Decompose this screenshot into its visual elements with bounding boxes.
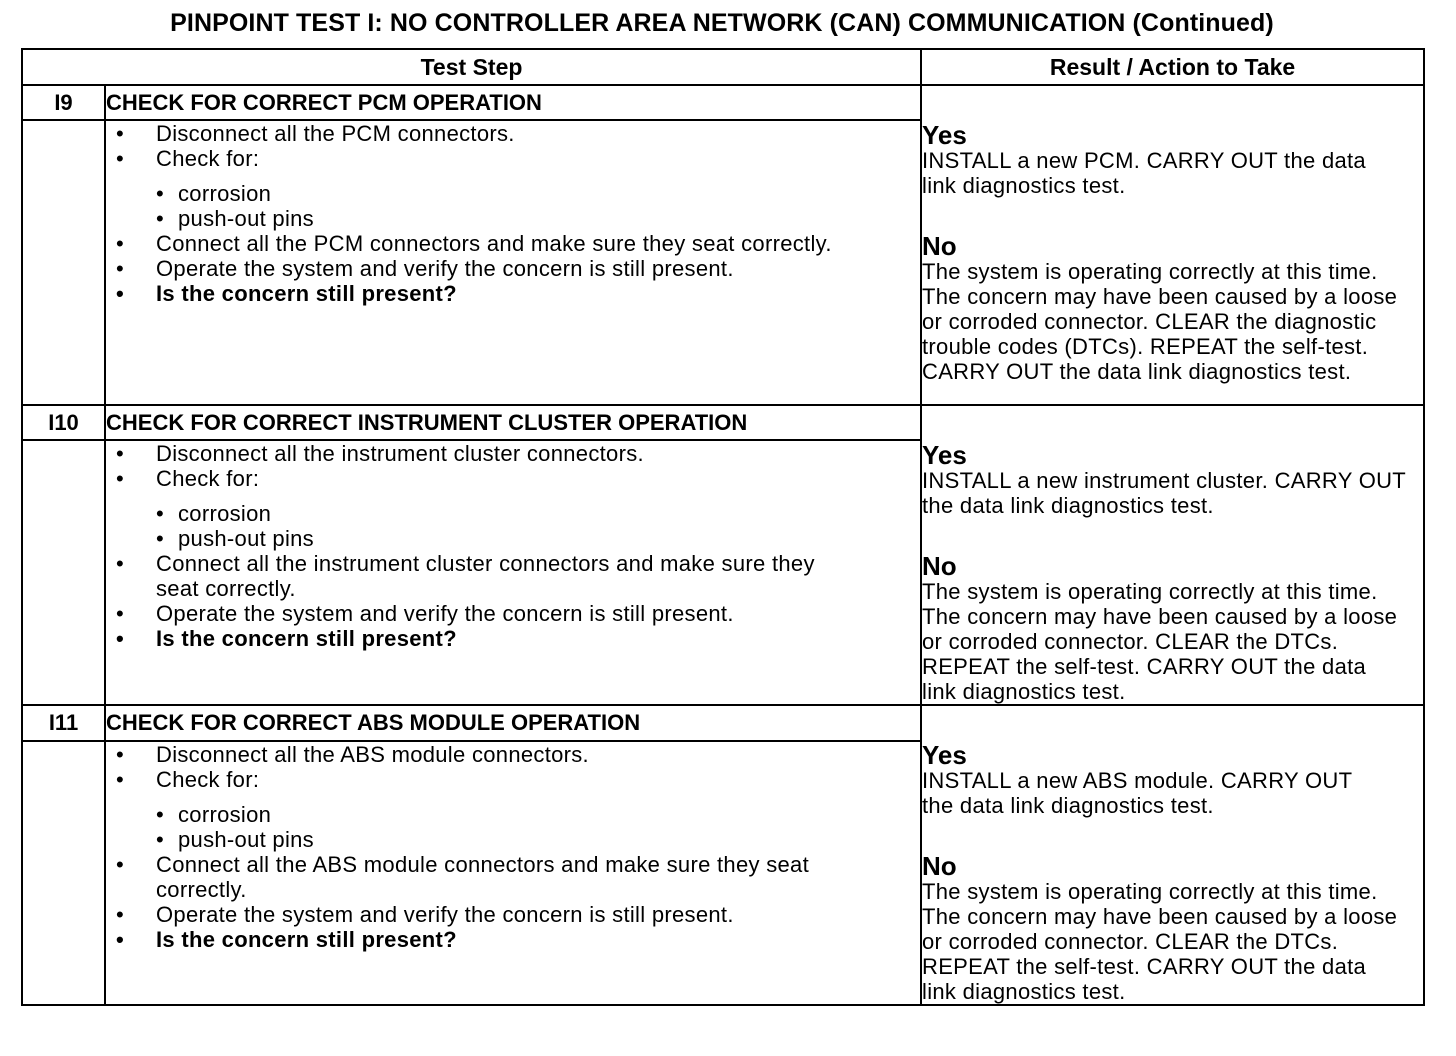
step-instructions xyxy=(105,440,921,705)
list-item: • Check for: • corrosion • push-out pins xyxy=(106,767,920,852)
list-item: • Connect all the instrument cluster connectors and make sure they seat correctly. xyxy=(116,551,815,602)
step-number: I9 xyxy=(22,85,105,120)
sub-list-item: • corrosion xyxy=(156,801,272,827)
no-action-text: The system is operating correctly at this time. The concern may have been caused by a loose or corroded connector. CLEAR the DTCs. REPEAT the self-test. CARRY OUT the data link diagnostics test. xyxy=(922,879,1398,1004)
list-item-question: • Is the concern still present? xyxy=(116,926,457,952)
header-result-action: Result / Action to Take xyxy=(921,49,1424,85)
list-item: • Disconnect all the PCM connectors. xyxy=(116,121,515,146)
list-item: • Operate the system and verify the concern is still present. xyxy=(116,601,734,627)
step-number: I10 xyxy=(22,405,105,440)
result-no xyxy=(922,233,1423,384)
no-label: No xyxy=(922,551,957,581)
result-cell xyxy=(921,705,1424,1005)
step-title: CHECK FOR CORRECT ABS MODULE OPERATION xyxy=(105,705,921,741)
list-item: • Check for: • corrosion • push-out pins xyxy=(106,146,920,231)
yes-action-text: INSTALL a new PCM. CARRY OUT the data link diagnostics test. xyxy=(922,148,1366,198)
no-action-text: The system is operating correctly at this time. The concern may have been caused by a loose or corroded connector. CLEAR the DTCs. REPEAT the self-test. CARRY OUT the data link diagnostics test. xyxy=(922,579,1398,704)
list-item: • Check for: • corrosion • push-out pins xyxy=(106,466,920,551)
pinpoint-test-table xyxy=(21,48,1425,1006)
list-item-question: • Is the concern still present? xyxy=(116,626,457,652)
result-yes xyxy=(922,442,1423,518)
yes-action-text: INSTALL a new instrument cluster. CARRY OUT the data link diagnostics test. xyxy=(922,468,1406,518)
list-item-question: • Is the concern still present? xyxy=(116,281,457,306)
step-title-row xyxy=(22,705,1424,741)
step-title: CHECK FOR CORRECT PCM OPERATION xyxy=(105,85,921,120)
yes-label: Yes xyxy=(922,440,967,470)
result-cell xyxy=(921,85,1424,405)
list-item: • Connect all the PCM connectors and make sure they seat correctly. xyxy=(116,231,832,256)
no-label: No xyxy=(922,231,957,261)
list-item: • Operate the system and verify the concern is still present. xyxy=(116,256,734,281)
list-item: • Connect all the ABS module connectors and make sure they seat correctly. xyxy=(116,851,810,902)
sub-list-item: • corrosion xyxy=(156,501,272,527)
header-test-step: Test Step xyxy=(22,49,921,85)
step-title-row xyxy=(22,405,1424,440)
yes-label: Yes xyxy=(922,120,967,150)
result-yes xyxy=(922,122,1423,198)
sub-list-item: • push-out pins xyxy=(156,526,314,552)
step-instructions xyxy=(105,741,921,1005)
no-label: No xyxy=(922,851,957,881)
sub-list-item: • push-out pins xyxy=(156,826,314,852)
step-title: CHECK FOR CORRECT INSTRUMENT CLUSTER OPERATION xyxy=(105,405,921,440)
list-item: • Disconnect all the ABS module connectors. xyxy=(116,741,589,767)
result-no xyxy=(922,553,1423,704)
page-title: PINPOINT TEST I: NO CONTROLLER AREA NETWORK (CAN) COMMUNICATION (Continued) xyxy=(170,9,1274,37)
list-item: • Disconnect all the instrument cluster connectors. xyxy=(116,441,644,467)
result-cell xyxy=(921,405,1424,705)
yes-label: Yes xyxy=(922,740,967,770)
table-header-row xyxy=(22,49,1424,85)
step-instructions xyxy=(105,120,921,405)
step-number: I11 xyxy=(22,705,105,741)
list-item: • Operate the system and verify the concern is still present. xyxy=(116,901,734,927)
step-title-row xyxy=(22,85,1424,120)
result-yes xyxy=(922,742,1423,818)
sub-list-item: • corrosion xyxy=(156,181,272,206)
no-action-text: The system is operating correctly at this time. The concern may have been caused by a loose or corroded connector. CLEAR the diagnostic trouble codes (DTCs). REPEAT the self-test. CARRY OUT the data link diagnostics test. xyxy=(922,259,1398,384)
result-no xyxy=(922,853,1423,1004)
sub-list-item: • push-out pins xyxy=(156,206,314,231)
yes-action-text: INSTALL a new ABS module. CARRY OUT the data link diagnostics test. xyxy=(922,768,1352,818)
